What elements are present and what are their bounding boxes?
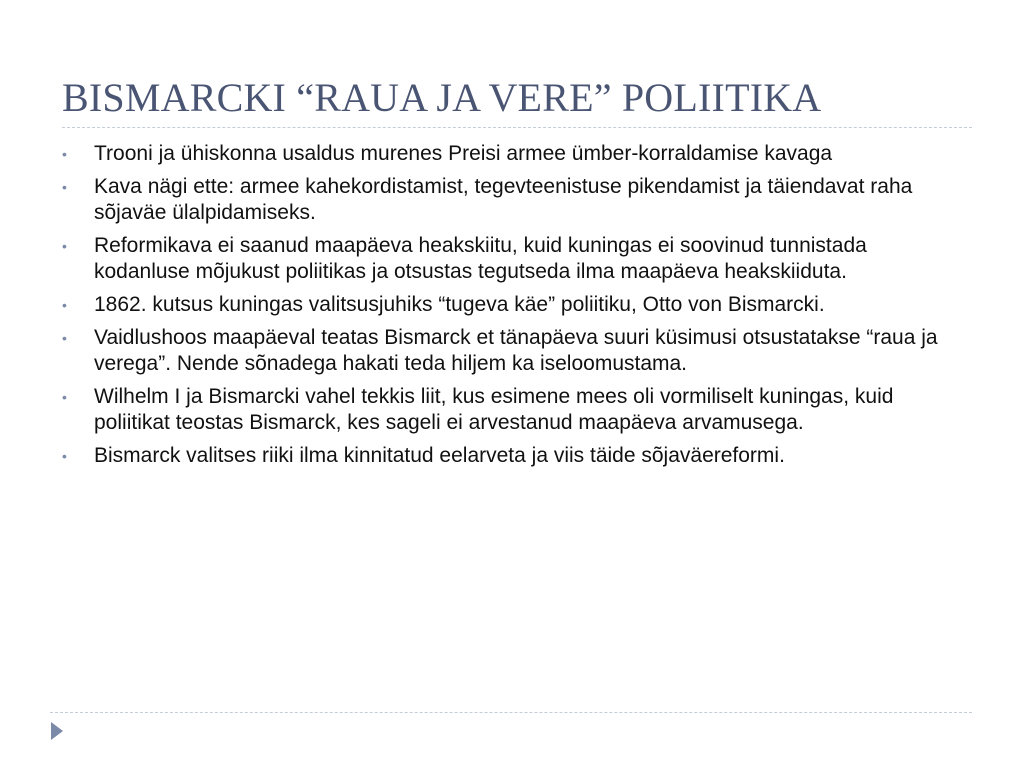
list-item [60, 174, 965, 226]
slide-title: BISMARCKI “RAUA JA VERE” POLIITIKA [62, 75, 822, 120]
bullet-icon: • [62, 179, 67, 195]
list-item [60, 292, 965, 318]
list-item [60, 443, 965, 469]
play-arrow-icon[interactable] [51, 722, 63, 740]
bullet-icon: • [62, 297, 67, 313]
bullet-text: Vaidlushoos maapäeval teatas Bismarck et tänapäeva suuri küsimusi otsustatakse “raua ja verega”. Nende sõnadega hakati teda hiljem ka iseloomustama. [94, 326, 938, 375]
list-item [60, 233, 965, 285]
bullet-text: Bismarck valitses riiki ilma kinnitatud eelarveta ja viis täide sõjaväereformi. [94, 444, 785, 467]
list-item [60, 141, 965, 167]
bullet-text: Kava nägi ette: armee kahekordistamist, tegevteenistuse pikendamist ja täiendavat raha sõjaväe ülalpidamiseks. [94, 175, 913, 224]
bullet-icon: • [62, 448, 67, 464]
title-divider [62, 127, 972, 128]
footer-divider [50, 712, 972, 713]
bullet-text: Trooni ja ühiskonna usaldus murenes Preisi armee ümber-korraldamise kavaga [94, 142, 833, 165]
bullet-icon: • [62, 330, 67, 346]
bullet-icon: • [62, 238, 67, 254]
list-item [60, 384, 965, 436]
bullet-icon: • [62, 146, 67, 162]
bullet-icon: • [62, 389, 67, 405]
bullet-list [60, 141, 965, 476]
bullet-text: Reformikava ei saanud maapäeva heakskiitu, kuid kuningas ei soovinud tunnistada kodanluse mõjukust poliitikas ja otsustas tegutseda ilma maapäeva heakskiiduta. [94, 234, 867, 283]
bullet-text: 1862. kutsus kuningas valitsusjuhiks “tugeva käe” poliitiku, Otto von Bismarcki. [94, 293, 825, 316]
bullet-text: Wilhelm I ja Bismarcki vahel tekkis liit, kus esimene mees oli vormiliselt kuningas, kuid poliitikat teostas Bismarck, kes sageli ei arvestanud maapäeva arvamusega. [94, 385, 894, 434]
list-item [60, 325, 965, 377]
